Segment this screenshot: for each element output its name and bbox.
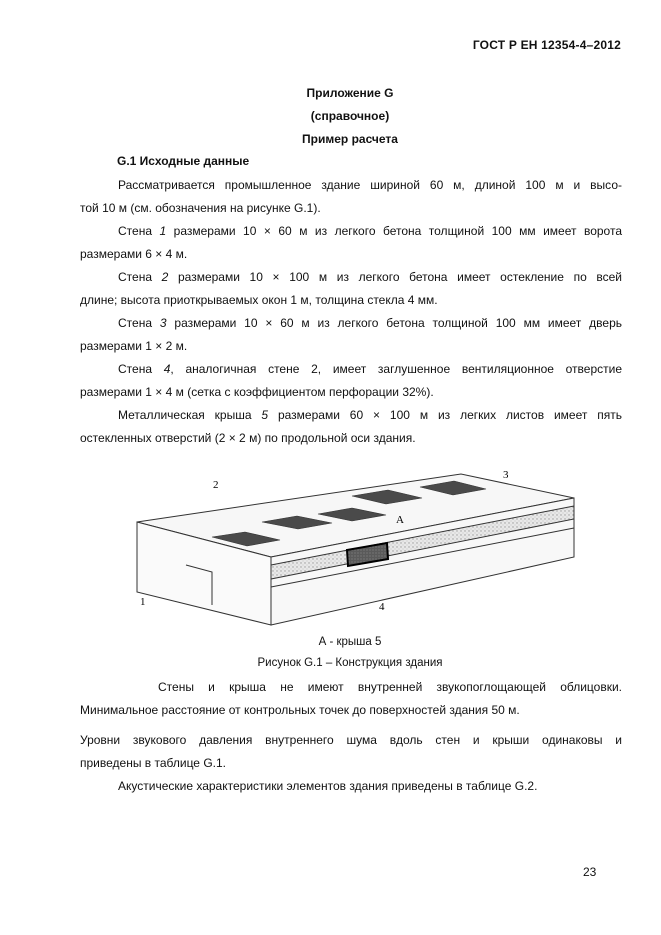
paragraph-line: размерами 1 × 4 м (сетка с коэффициентом перфорации 32%). <box>80 385 434 399</box>
paragraph-levels <box>80 729 622 775</box>
text-run: Металлическая крыша <box>118 408 262 422</box>
paragraph-line: размерами 6 × 4 м. <box>80 247 188 261</box>
figure-caption: Рисунок G.1 – Конструкция здания <box>257 657 443 669</box>
building-diagram <box>120 462 590 632</box>
appendix-type: (справочное) <box>310 109 390 123</box>
paragraph-roof <box>80 404 622 450</box>
label-1: 1 <box>140 596 146 608</box>
text-run: Стена <box>118 362 164 376</box>
roof-number: 5 <box>261 408 269 422</box>
paragraph-line <box>80 358 622 381</box>
wall-number: 3 <box>159 316 167 330</box>
text-run: размерами 10 × 60 м из легкого бетона толщиной 100 мм имеет ворота <box>166 224 622 238</box>
label-2: 2 <box>213 479 219 491</box>
paragraph-wall-3 <box>80 312 622 358</box>
paragraph-line: Стены и крыша не имеют внутренней звукопоглощающей облицовки. <box>158 680 622 694</box>
paragraph-acoustics <box>80 775 622 798</box>
paragraph-line: длине; высота приоткрываемых окон 1 м, толщина стекла 4 мм. <box>80 293 438 307</box>
label-A: A <box>396 514 404 526</box>
paragraph-wall-1 <box>80 220 622 266</box>
paragraph-line: размерами 1 × 2 м. <box>80 339 188 353</box>
text-run: Стена <box>118 270 162 284</box>
wall-number: 1 <box>159 224 167 238</box>
paragraph-line: Уровни звукового давления внутреннего шума вдоль стен и крыши одинаковы и <box>80 733 622 747</box>
paragraph-line: приведены в таблице G.1. <box>80 756 226 770</box>
section-heading: G.1 Исходные данные <box>117 154 250 168</box>
paragraph-lining <box>80 676 622 722</box>
paragraph-line <box>80 404 622 427</box>
text-run: Стена <box>118 224 160 238</box>
document-header: ГОСТ Р ЕН 12354-4–2012 <box>472 38 621 52</box>
paragraph-wall-2 <box>80 266 622 312</box>
paragraph-building <box>80 174 622 220</box>
paragraph-wall-4 <box>80 358 622 404</box>
paragraph-line: Рассматривается промышленное здание шириной 60 м, длиной 100 м и высо- <box>118 178 622 192</box>
text-run: размерами 10 × 60 м из легкого бетона толщиной 100 мм имеет дверь <box>166 316 622 330</box>
wall-number: 2 <box>161 270 169 284</box>
wall-number: 4 <box>163 362 171 376</box>
appendix-title: Приложение G <box>306 86 394 100</box>
paragraph-line <box>80 220 622 243</box>
appendix-subtitle: Пример расчета <box>302 132 398 146</box>
paragraph-line <box>80 266 622 289</box>
paragraph-line: остекленных отверстий (2 × 2 м) по продольной оси здания. <box>80 431 416 445</box>
text-run: размерами 60 × 100 м из легких листов имеет пять <box>268 408 622 422</box>
paragraph-line: Акустические характеристики элементов здания приведены в таблице G.2. <box>118 779 538 793</box>
text-run: размерами 10 × 100 м из легкого бетона имеет остекление по всей <box>168 270 622 284</box>
paragraph-line <box>80 312 622 335</box>
text-run: , аналогичная стене 2, имеет заглушенное вентиляционное отверстие <box>170 362 622 376</box>
figure-legend: А - крыша 5 <box>318 636 382 648</box>
label-3: 3 <box>503 469 509 481</box>
label-4: 4 <box>379 601 385 613</box>
page-number: 23 <box>583 865 597 879</box>
text-run: Стена <box>118 316 160 330</box>
paragraph-line: той 10 м (см. обозначения на рисунке G.1). <box>80 201 321 215</box>
paragraph-line: Минимальное расстояние от контрольных точек до поверхностей здания 50 м. <box>80 703 520 717</box>
